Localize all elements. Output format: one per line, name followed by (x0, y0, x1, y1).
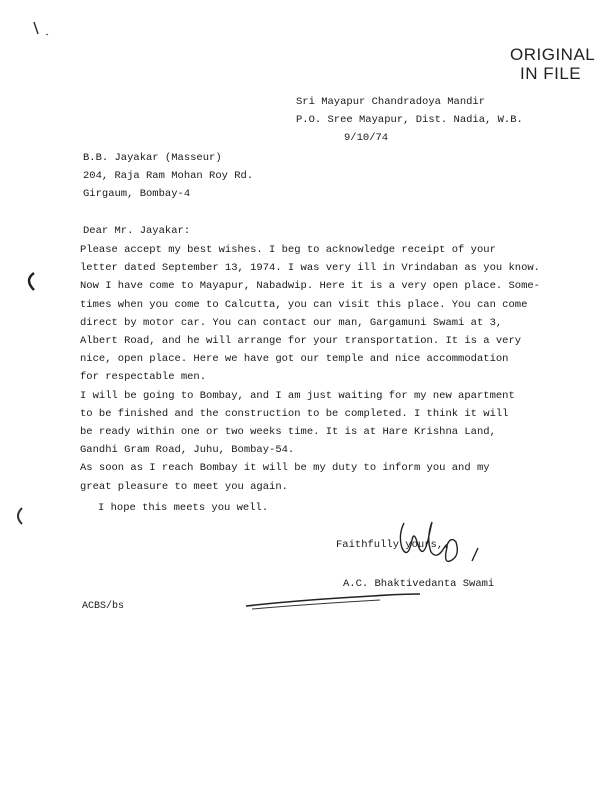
stamp-line-1: ORIGINAL (510, 45, 596, 64)
salutation: Dear Mr. Jayakar: (83, 225, 191, 237)
punch-hole-mark-top (29, 273, 34, 290)
body-line: Please accept my best wishes. I beg to acknowledge receipt of your (80, 244, 496, 256)
body-line: nice, open place. Here we have got our temple and nice accommodation (80, 353, 509, 366)
body-line: to be finished and the construction to be completed. I think it will (80, 407, 509, 420)
corner-tick-mark (34, 22, 38, 34)
reference-initials: ACBS/bs (82, 601, 125, 612)
signature-flourish (472, 548, 478, 561)
signature-underline-stroke-2 (252, 600, 380, 609)
body-line: Albert Road, and he will arrange for your transportation. It is a very (80, 335, 522, 348)
body-line: direct by motor car. You can contact our man, Gargamuni Swami at 3, (80, 316, 503, 329)
letter-body (80, 241, 540, 496)
punch-hole-mark-bottom (18, 508, 22, 524)
recipient-line-1: B.B. Jayakar (Masseur) (83, 152, 222, 164)
original-in-file-stamp (510, 45, 600, 83)
stamp-line-2: IN FILE (520, 64, 582, 83)
body-line: Now I have come to Mayapur, Nabadwip. Here it is a very open place. Some- (80, 280, 540, 293)
body-line: be ready within one or two weeks time. It is at Hare Krishna Land, (80, 426, 496, 439)
body-line: letter dated September 13, 1974. I was very ill in Vrindaban as you know. (80, 262, 540, 275)
corner-dot-mark (46, 34, 48, 35)
body-line: great pleasure to meet you again. (80, 480, 288, 493)
recipient-line-3: Girgaum, Bombay-4 (83, 188, 191, 200)
body-line: for respectable men. (80, 371, 207, 384)
recipient-line-2: 204, Raja Ram Mohan Roy Rd. (83, 170, 254, 182)
recipient-address-block (83, 149, 253, 203)
sender-address-block (296, 93, 523, 147)
body-line: Gandhi Gram Road, Juhu, Bombay-54. (80, 444, 295, 457)
sender-line-1: Sri Mayapur Chandradoya Mandir (296, 96, 486, 108)
sender-line-2: P.O. Sree Mayapur, Dist. Nadia, W.B. (296, 114, 523, 126)
signed-name: A.C. Bhaktivedanta Swami (343, 578, 495, 590)
signoff: Faithfully yours, (336, 539, 444, 551)
closing-line: I hope this meets you well. (98, 502, 269, 514)
letter-date: 9/10/74 (344, 132, 389, 144)
signature-underline-stroke (246, 594, 420, 606)
body-line: times when you come to Calcutta, you can visit this place. You can come (80, 298, 528, 311)
body-line: As soon as I reach Bombay it will be my duty to inform you and my (80, 462, 490, 475)
body-line: I will be going to Bombay, and I am just waiting for my new apartment (80, 389, 515, 402)
